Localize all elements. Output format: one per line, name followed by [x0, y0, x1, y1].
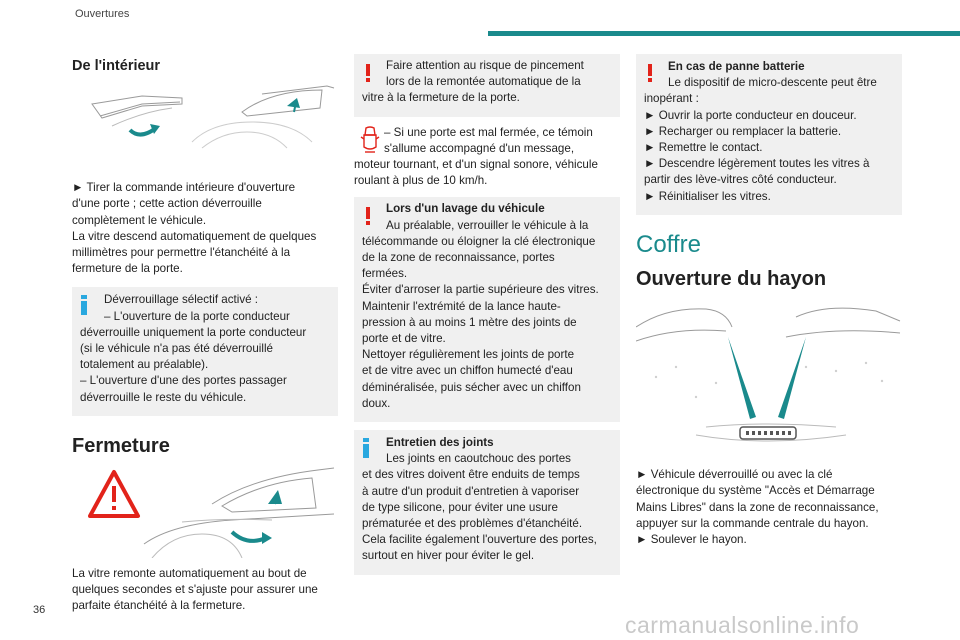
- wash-line-2: télécommande ou éloigner la clé électronique: [362, 234, 596, 248]
- closing-line-1: La vitre remonte automatiquement au bout de: [72, 567, 307, 581]
- page-number: 36: [33, 604, 46, 616]
- seals-title: Entretien des joints: [386, 436, 494, 450]
- battery-line-6: ► Descendre légèrement toutes les vitres à: [644, 157, 870, 171]
- door-warning-line-4: roulant à plus de 10 km/h.: [354, 174, 488, 188]
- tailgate-illustration: [636, 297, 902, 457]
- battery-title: En cas de panne batterie: [668, 60, 805, 73]
- seals-line-4: de type silicone, pour éviter une usure: [362, 500, 558, 514]
- wash-line-4: fermées.: [362, 267, 408, 281]
- info-line-1: Déverrouillage sélectif activé :: [104, 293, 259, 307]
- warning-box-wash: [354, 197, 620, 422]
- interior-line-2: d'une porte ; cette action déverrouille: [72, 197, 262, 211]
- warning-triangle-icon: [90, 472, 138, 516]
- info-line-5: totalement au préalable).: [80, 358, 209, 372]
- info-box-seals: [354, 430, 620, 575]
- battery-line-4: ► Recharger ou remplacer la batterie.: [644, 124, 842, 138]
- pinch-line-3: vitre à la fermeture de la porte.: [362, 91, 520, 105]
- tailgate-line-1: ► Véhicule déverrouillé ou avec la clé: [636, 468, 833, 482]
- wash-line-3: de la zone de reconnaissance, portes: [362, 251, 555, 265]
- battery-line-8: ► Réinitialiser les vitres.: [644, 189, 771, 203]
- tailgate-line-5: ► Soulever le hayon.: [636, 533, 747, 547]
- closing-line-2: quelques secondes et s'ajuste pour assurer une: [72, 583, 318, 597]
- info-box-selective-unlock: [72, 287, 338, 415]
- interior-line-4: La vitre descend automatiquement de quelques: [72, 229, 317, 243]
- section-title-coffre: Coffre: [636, 230, 701, 258]
- interior-line-1: ► Tirer la commande intérieure d'ouverture: [72, 181, 296, 195]
- pinch-line-1: Faire attention au risque de pincement: [386, 59, 584, 72]
- wash-line-10: et de vitre avec un chiffon humecté d'eau: [362, 364, 573, 378]
- door-open-warning-icon: [360, 125, 380, 155]
- pinch-line-2: lors de la remontée automatique de la: [386, 75, 581, 89]
- interior-line-6: fermeture de la porte.: [72, 262, 183, 276]
- door-warning-line-1: – Si une porte est mal fermée, ce témoin: [384, 125, 593, 139]
- battery-line-1: Le dispositif de micro-descente peut être: [668, 76, 877, 90]
- seals-line-7: surtout en hiver pour éviter le gel.: [362, 549, 535, 563]
- wash-line-7: pression à au moins 1 mètre des joints de: [362, 315, 577, 329]
- closing-line-3: parfaite étanchéité à la fermeture.: [72, 599, 246, 613]
- wash-line-9: Nettoyer régulièrement les joints de porte: [362, 348, 575, 362]
- battery-line-5: ► Remettre le contact.: [644, 141, 763, 155]
- warning-box-pinch: [354, 54, 620, 117]
- door-warning-line-2: s'allume accompagné d'un message,: [384, 141, 575, 155]
- column-3: [636, 50, 902, 548]
- door-warning-line-3: moteur tournant, et d'un signal sonore, véhicule: [354, 158, 598, 172]
- interior-line-3: complètement le véhicule.: [72, 213, 207, 227]
- watermark[interactable]: carmanualsonline.info: [625, 612, 860, 638]
- exclamation-icon: [644, 64, 656, 82]
- battery-line-3: ► Ouvrir la porte conducteur en douceur.: [644, 108, 857, 122]
- exclamation-icon: [362, 64, 374, 82]
- seals-line-2: et des vitres doivent être enduits de temps: [362, 468, 580, 482]
- wash-line-8: porte et de vitre.: [362, 332, 446, 346]
- info-line-4: (si le véhicule n'a pas été déverrouillé: [80, 342, 273, 356]
- door-warning-block: [354, 125, 620, 190]
- heading-tailgate: Ouverture du hayon: [636, 268, 827, 291]
- wash-line-1: Au préalable, verrouiller le véhicule à la: [386, 218, 589, 232]
- header-title: Ouvertures: [75, 8, 130, 20]
- column-2: [354, 50, 620, 575]
- wash-title: Lors d'un lavage du véhicule: [386, 202, 545, 216]
- info-icon: [362, 438, 370, 458]
- wash-line-11: déminéralisée, puis sécher avec un chiffon: [362, 380, 581, 394]
- closing-illustration: [72, 464, 338, 558]
- info-line-2: – L'ouverture de la porte conducteur: [104, 309, 290, 323]
- seals-line-6: Cela facilite également l'ouverture des portes,: [362, 533, 597, 547]
- warning-box-battery: [636, 54, 902, 215]
- info-line-3: déverrouille uniquement la porte conducteur: [80, 325, 307, 339]
- info-icon: [80, 295, 88, 315]
- wash-line-5: Éviter d'arroser la partie supérieure des vitres.: [362, 283, 599, 297]
- battery-line-2: inopérant :: [644, 92, 699, 106]
- tailgate-line-4: appuyer sur la commande centrale du hayon.: [636, 516, 869, 530]
- heading-interior: De l'intérieur: [72, 58, 161, 74]
- info-line-7: déverrouille le reste du véhicule.: [80, 390, 247, 404]
- seals-line-1: Les joints en caoutchouc des portes: [386, 452, 571, 466]
- info-line-6: – L'ouverture d'une des portes passager: [80, 374, 287, 388]
- wash-line-6: Maintenir l'extrémité de la lance haute-: [362, 299, 561, 313]
- tailgate-line-3: Mains Libres" dans la zone de reconnaissance,: [636, 500, 879, 514]
- interior-handle-illustration: [72, 82, 338, 160]
- header-accent-bar: [488, 31, 960, 36]
- column-1: [72, 50, 338, 615]
- exclamation-icon: [362, 207, 374, 225]
- seals-line-5: prématurée et des problèmes d'étanchéité.: [362, 517, 583, 531]
- interior-line-5: millimètres pour permettre l'étanchéité à la: [72, 246, 291, 260]
- battery-line-7: partir des lève-vitres côté conducteur.: [644, 173, 837, 187]
- heading-closing: Fermeture: [72, 434, 170, 457]
- tailgate-line-2: électronique du système "Accès et Démarrage: [636, 484, 875, 498]
- seals-line-3: à autre d'un produit d'entretien à vaporiser: [362, 484, 580, 498]
- wash-line-12: doux.: [362, 396, 391, 410]
